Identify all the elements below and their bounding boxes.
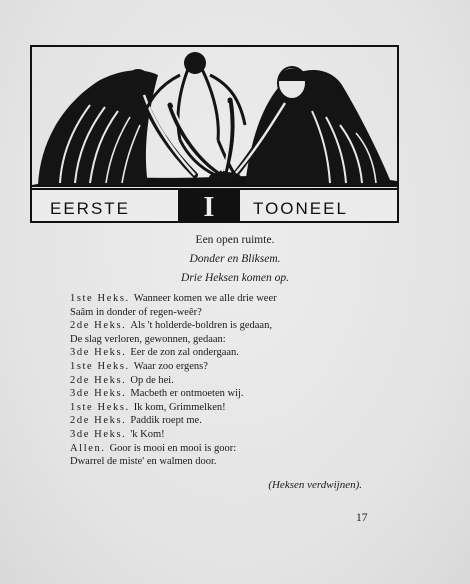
speaker: 2de Heks. — [70, 374, 127, 386]
dialogue-line — [70, 346, 390, 360]
speaker: 1ste Heks. — [70, 360, 130, 372]
dialogue-line — [70, 455, 390, 469]
dialogue — [70, 292, 390, 469]
line-text: De slag verloren, gewonnen, gedaan: — [70, 333, 226, 345]
dialogue-line — [70, 374, 390, 388]
line-text: Dwarrel de miste' en walmen door. — [70, 456, 217, 468]
witches-illustration — [30, 45, 399, 223]
exit-direction: (Heksen verdwijnen). — [268, 479, 362, 491]
speaker: Allen. — [70, 442, 106, 454]
act-numeral: I — [203, 192, 215, 223]
weather-line: Donder en Bliksem. — [189, 253, 281, 265]
line-text: Saâm in donder of regen-weêr? — [70, 306, 202, 318]
dialogue-line — [70, 292, 390, 306]
title-right-word: TOONEEL — [253, 199, 348, 218]
line-text: Waar zoo ergens? — [133, 360, 208, 372]
dialogue-line — [70, 319, 390, 333]
speaker: 1ste Heks. — [70, 293, 130, 304]
left-witch — [38, 69, 195, 185]
title-left-word: EERSTE — [50, 199, 131, 218]
stage-directions — [0, 231, 470, 288]
dialogue-line — [70, 387, 390, 401]
dialogue-line — [70, 414, 390, 428]
right-witch — [235, 67, 392, 185]
dialogue-line — [70, 333, 390, 347]
entrance-line: Drie Heksen komen op. — [181, 272, 289, 284]
speaker: 2de Heks. — [70, 415, 127, 427]
speaker: 1ste Heks. — [70, 401, 130, 413]
joined-hands — [209, 172, 241, 182]
line-text: Paddik roept me. — [130, 415, 202, 427]
line-text: Op de hei. — [130, 374, 174, 386]
speaker: 3de Heks. — [70, 428, 127, 440]
line-text: Macbeth er ontmoeten wij. — [130, 388, 244, 400]
dialogue-line — [70, 360, 390, 374]
page-number: 17 — [356, 512, 368, 524]
speaker: 3de Heks. — [70, 388, 127, 400]
woodcut-artwork — [30, 45, 399, 223]
setting-line: Een open ruimte. — [195, 234, 275, 246]
line-text: Goor is mooi en mooi is goor: — [109, 442, 237, 454]
line-text: Wanneer komen we alle drie weer — [133, 293, 277, 304]
speaker: 3de Heks. — [70, 347, 127, 359]
dialogue-line — [70, 401, 390, 415]
line-text: Ik kom, Grimmelken! — [133, 401, 226, 413]
line-text: 'k Kom! — [130, 428, 165, 440]
line-text: Als 't holderde-boldren is gedaan, — [130, 320, 272, 332]
dialogue-line — [70, 442, 390, 456]
center-witch — [140, 52, 245, 175]
speaker: 2de Heks. — [70, 320, 127, 332]
line-text: Eer de zon zal ondergaan. — [130, 347, 239, 359]
dialogue-line — [70, 428, 390, 442]
dialogue-line — [70, 306, 390, 320]
